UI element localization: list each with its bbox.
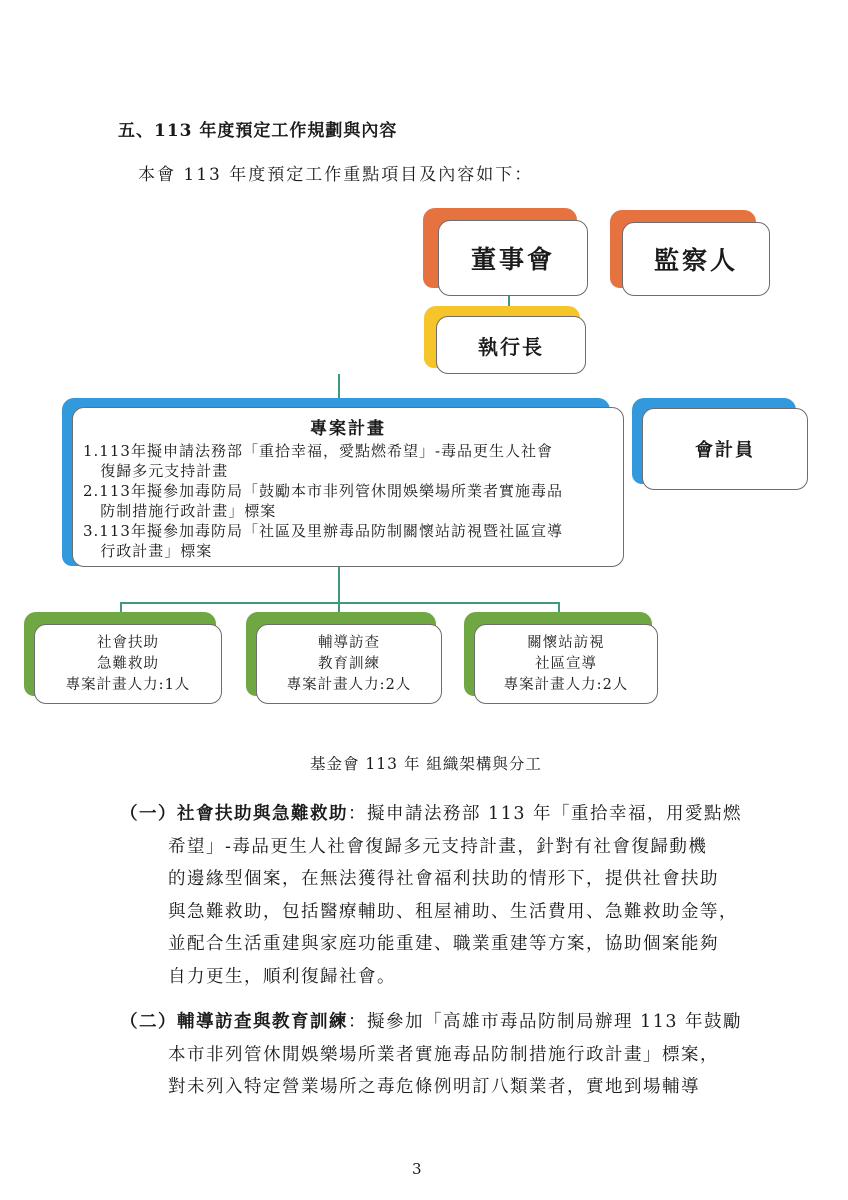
section-text: 自力更生，順利復歸社會。 — [168, 966, 396, 987]
section-number: （一） — [120, 804, 177, 824]
project-line: 3.113年擬參加毒防局「社區及里辦毒品防制關懷站訪視暨社區宣導 — [83, 522, 563, 540]
section-text: 對未列入特定營業場所之毒危條例明訂八類業者，實地到場輔導 — [168, 1077, 700, 1097]
team-line: 專案計畫人力:2人 — [286, 676, 412, 693]
team-line: 專案計畫人力:2人 — [503, 676, 629, 693]
project-line: 防制措施行政計畫」標案 — [83, 502, 277, 520]
intro-text: 本會 113 年度預定工作重點項目及內容如下： — [138, 165, 534, 185]
ceo-label: 執行長 — [478, 334, 544, 359]
connector-line — [120, 602, 560, 604]
chart-caption: 基金會 113 年 組織架構與分工 — [310, 755, 542, 773]
accountant-box — [642, 408, 808, 490]
team-line: 急難救助 — [97, 655, 159, 672]
section-2 — [120, 1006, 760, 1104]
connector-line — [338, 374, 340, 398]
section-1 — [120, 798, 760, 993]
team-box — [256, 624, 442, 704]
project-line: 復歸多元支持計畫 — [83, 462, 229, 480]
section-title: 社會扶助與急難救助 — [177, 804, 348, 824]
page-number: 3 — [412, 1160, 422, 1178]
project-line: 2.113年擬參加毒防局「鼓勵本市非列管休閒娛樂場所業者實施毒品 — [83, 482, 563, 500]
team-line: 專案計畫人力:1人 — [65, 676, 191, 693]
team-line: 關懷站訪視 — [527, 634, 605, 651]
section-text: 希望」-毒品更生人社會復歸多元支持計畫，針對有社會復歸動機 — [168, 836, 708, 857]
board-box — [438, 220, 588, 296]
section-text: 並配合生活重建與家庭功能重建、職業重建等方案，協助個案能夠 — [168, 934, 719, 954]
section-text: ：擬申請法務部 113 年「重拾幸福，用愛點燃 — [348, 804, 743, 824]
connector-line — [338, 567, 340, 603]
section-heading: 五、113 年度預定工作規劃與內容 — [118, 121, 398, 141]
section-title: 輔導訪查與教育訓練 — [177, 1012, 348, 1032]
team-line: 教育訓練 — [318, 655, 380, 672]
supervisor-box — [622, 222, 770, 296]
team-box — [474, 624, 658, 704]
project-line: 行政計畫」標案 — [83, 542, 213, 560]
section-text: 本市非列管休閒娛樂場所業者實施毒品防制措施行政計畫」標案， — [168, 1044, 719, 1065]
team-box — [34, 624, 222, 704]
section-text: ：擬參加「高雄市毒品防制局辦理 113 年鼓勵 — [348, 1012, 743, 1032]
supervisor-label: 監察人 — [653, 246, 738, 275]
section-text: 的邊緣型個案，在無法獲得社會福利扶助的情形下，提供社會扶助 — [168, 869, 719, 889]
team-line: 輔導訪查 — [318, 634, 380, 651]
section-number: （二） — [120, 1012, 177, 1032]
board-label: 董事會 — [470, 245, 555, 274]
section-text: 與急難救助，包括醫療輔助、租屋補助、生活費用、急難救助金等， — [168, 901, 738, 922]
project-line: 1.113年擬申請法務部「重拾幸福，愛點燃希望」-毒品更生人社會 — [83, 442, 554, 460]
team-line: 社會扶助 — [97, 634, 159, 651]
projects-box — [72, 407, 624, 567]
team-line: 社區宣導 — [535, 655, 597, 672]
ceo-box — [436, 316, 586, 374]
projects-title: 專案計畫 — [310, 419, 386, 439]
accountant-label: 會計員 — [695, 440, 755, 461]
